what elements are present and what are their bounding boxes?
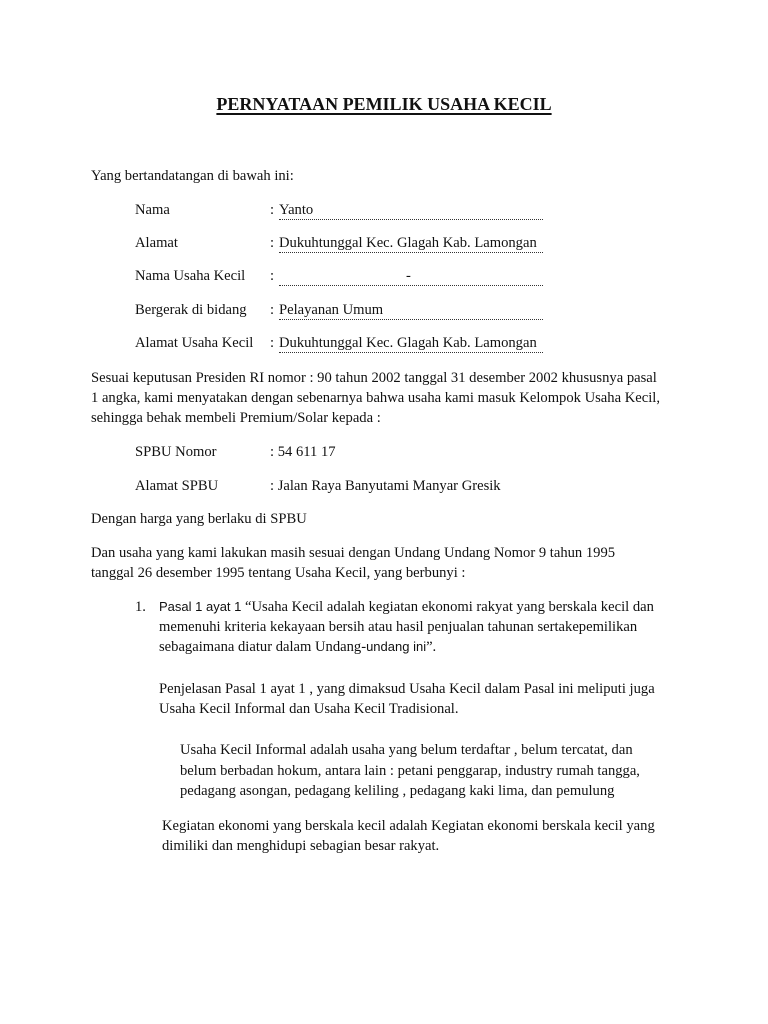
field-label-alamat: Alamat bbox=[135, 235, 178, 251]
quote-start: “Usaha Kecil adalah kegiatan ekonomi rakyat yang berskala kecil dan bbox=[241, 599, 654, 615]
field-label-bidang: Bergerak di bidang bbox=[135, 302, 247, 318]
quote-part: undang ini bbox=[366, 639, 427, 654]
item-line bbox=[159, 597, 654, 617]
paragraph-line: Usaha Kecil Informal dan Usaha Kecil Tradisional. bbox=[159, 701, 459, 717]
spbu-address-label: Alamat SPBU bbox=[135, 478, 219, 494]
quote-part: sebagaimana diatur dalam Undang- bbox=[159, 639, 367, 655]
paragraph-line: Usaha Kecil Informal adalah usaha yang belum terdaftar , belum tercatat, dan bbox=[180, 742, 633, 758]
field-colon: : bbox=[270, 335, 275, 351]
paragraph-line: Sesuai keputusan Presiden RI nomor : 90 tahun 2002 tanggal 31 desember 2002 khususnya pasal bbox=[91, 370, 657, 386]
paragraph-line: Penjelasan Pasal 1 ayat 1 , yang dimaksud Usaha Kecil dalam Pasal ini meliputi juga bbox=[159, 681, 655, 697]
field-value-text: Dukuhtunggal Kec. Glagah Kab. Lamongan bbox=[279, 235, 537, 251]
field-value-alamat bbox=[279, 233, 543, 253]
article-reference: Pasal 1 ayat 1 bbox=[159, 599, 242, 614]
field-value-text: Dukuhtunggal Kec. Glagah Kab. Lamongan bbox=[279, 335, 537, 351]
spbu-address-value: : Jalan Raya Banyutami Manyar Gresik bbox=[270, 478, 501, 494]
field-colon: : bbox=[270, 235, 275, 251]
field-colon: : bbox=[270, 302, 275, 318]
field-label-nama: Nama bbox=[135, 202, 170, 218]
quote-end: ”. bbox=[426, 639, 437, 655]
field-value-nama-usaha bbox=[279, 266, 543, 286]
paragraph-line: dimiliki dan menghidupi sebagian besar rakyat. bbox=[162, 838, 440, 854]
paragraph-line: Dan usaha yang kami lakukan masih sesuai dengan Undang Undang Nomor 9 tahun 1995 bbox=[91, 545, 616, 561]
field-value-alamat-usaha bbox=[279, 333, 543, 353]
paragraph-line: sehingga behak membeli Premium/Solar kepada : bbox=[91, 410, 381, 426]
field-value-bidang bbox=[279, 300, 543, 320]
field-colon: : bbox=[270, 202, 275, 218]
paragraph-line: pedagang asongan, pedagang keliling , pedagang kaki lima, dan pemulung bbox=[180, 783, 615, 799]
document-title: PERNYATAAN PEMILIK USAHA KECIL bbox=[216, 94, 552, 114]
field-label-nama-usaha: Nama Usaha Kecil bbox=[135, 268, 246, 284]
field-value-text: Yanto bbox=[279, 202, 314, 218]
field-label-alamat-usaha: Alamat Usaha Kecil bbox=[135, 335, 254, 351]
item-line: memenuhi kriteria kekayaan bersih atau hasil penjualan tahunan sertakepemilikan bbox=[159, 619, 638, 635]
spbu-number-value: : 54 611 17 bbox=[270, 444, 336, 460]
item-line bbox=[159, 637, 436, 657]
paragraph-line: Kegiatan ekonomi yang berskala kecil adalah Kegiatan ekonomi berskala kecil yang bbox=[162, 818, 655, 834]
list-number: 1. bbox=[135, 599, 146, 615]
paragraph-line: belum berbadan hokum, antara lain : petani penggarap, industry rumah tangga, bbox=[180, 763, 640, 779]
paragraph-line: 1 angka, kami menyatakan dengan sebenarnya bahwa usaha kami masuk Kelompok Usaha Kecil, bbox=[91, 390, 660, 406]
spbu-number-label: SPBU Nomor bbox=[135, 444, 217, 460]
field-value-text: - bbox=[406, 268, 411, 284]
field-colon: : bbox=[270, 268, 275, 284]
field-value-text: Pelayanan Umum bbox=[279, 302, 384, 318]
field-value-nama bbox=[279, 200, 543, 220]
price-line: Dengan harga yang berlaku di SPBU bbox=[91, 511, 307, 527]
intro-text: Yang bertandatangan di bawah ini: bbox=[91, 168, 294, 184]
paragraph-line: tanggal 26 desember 1995 tentang Usaha Kecil, yang berbunyi : bbox=[91, 565, 466, 581]
